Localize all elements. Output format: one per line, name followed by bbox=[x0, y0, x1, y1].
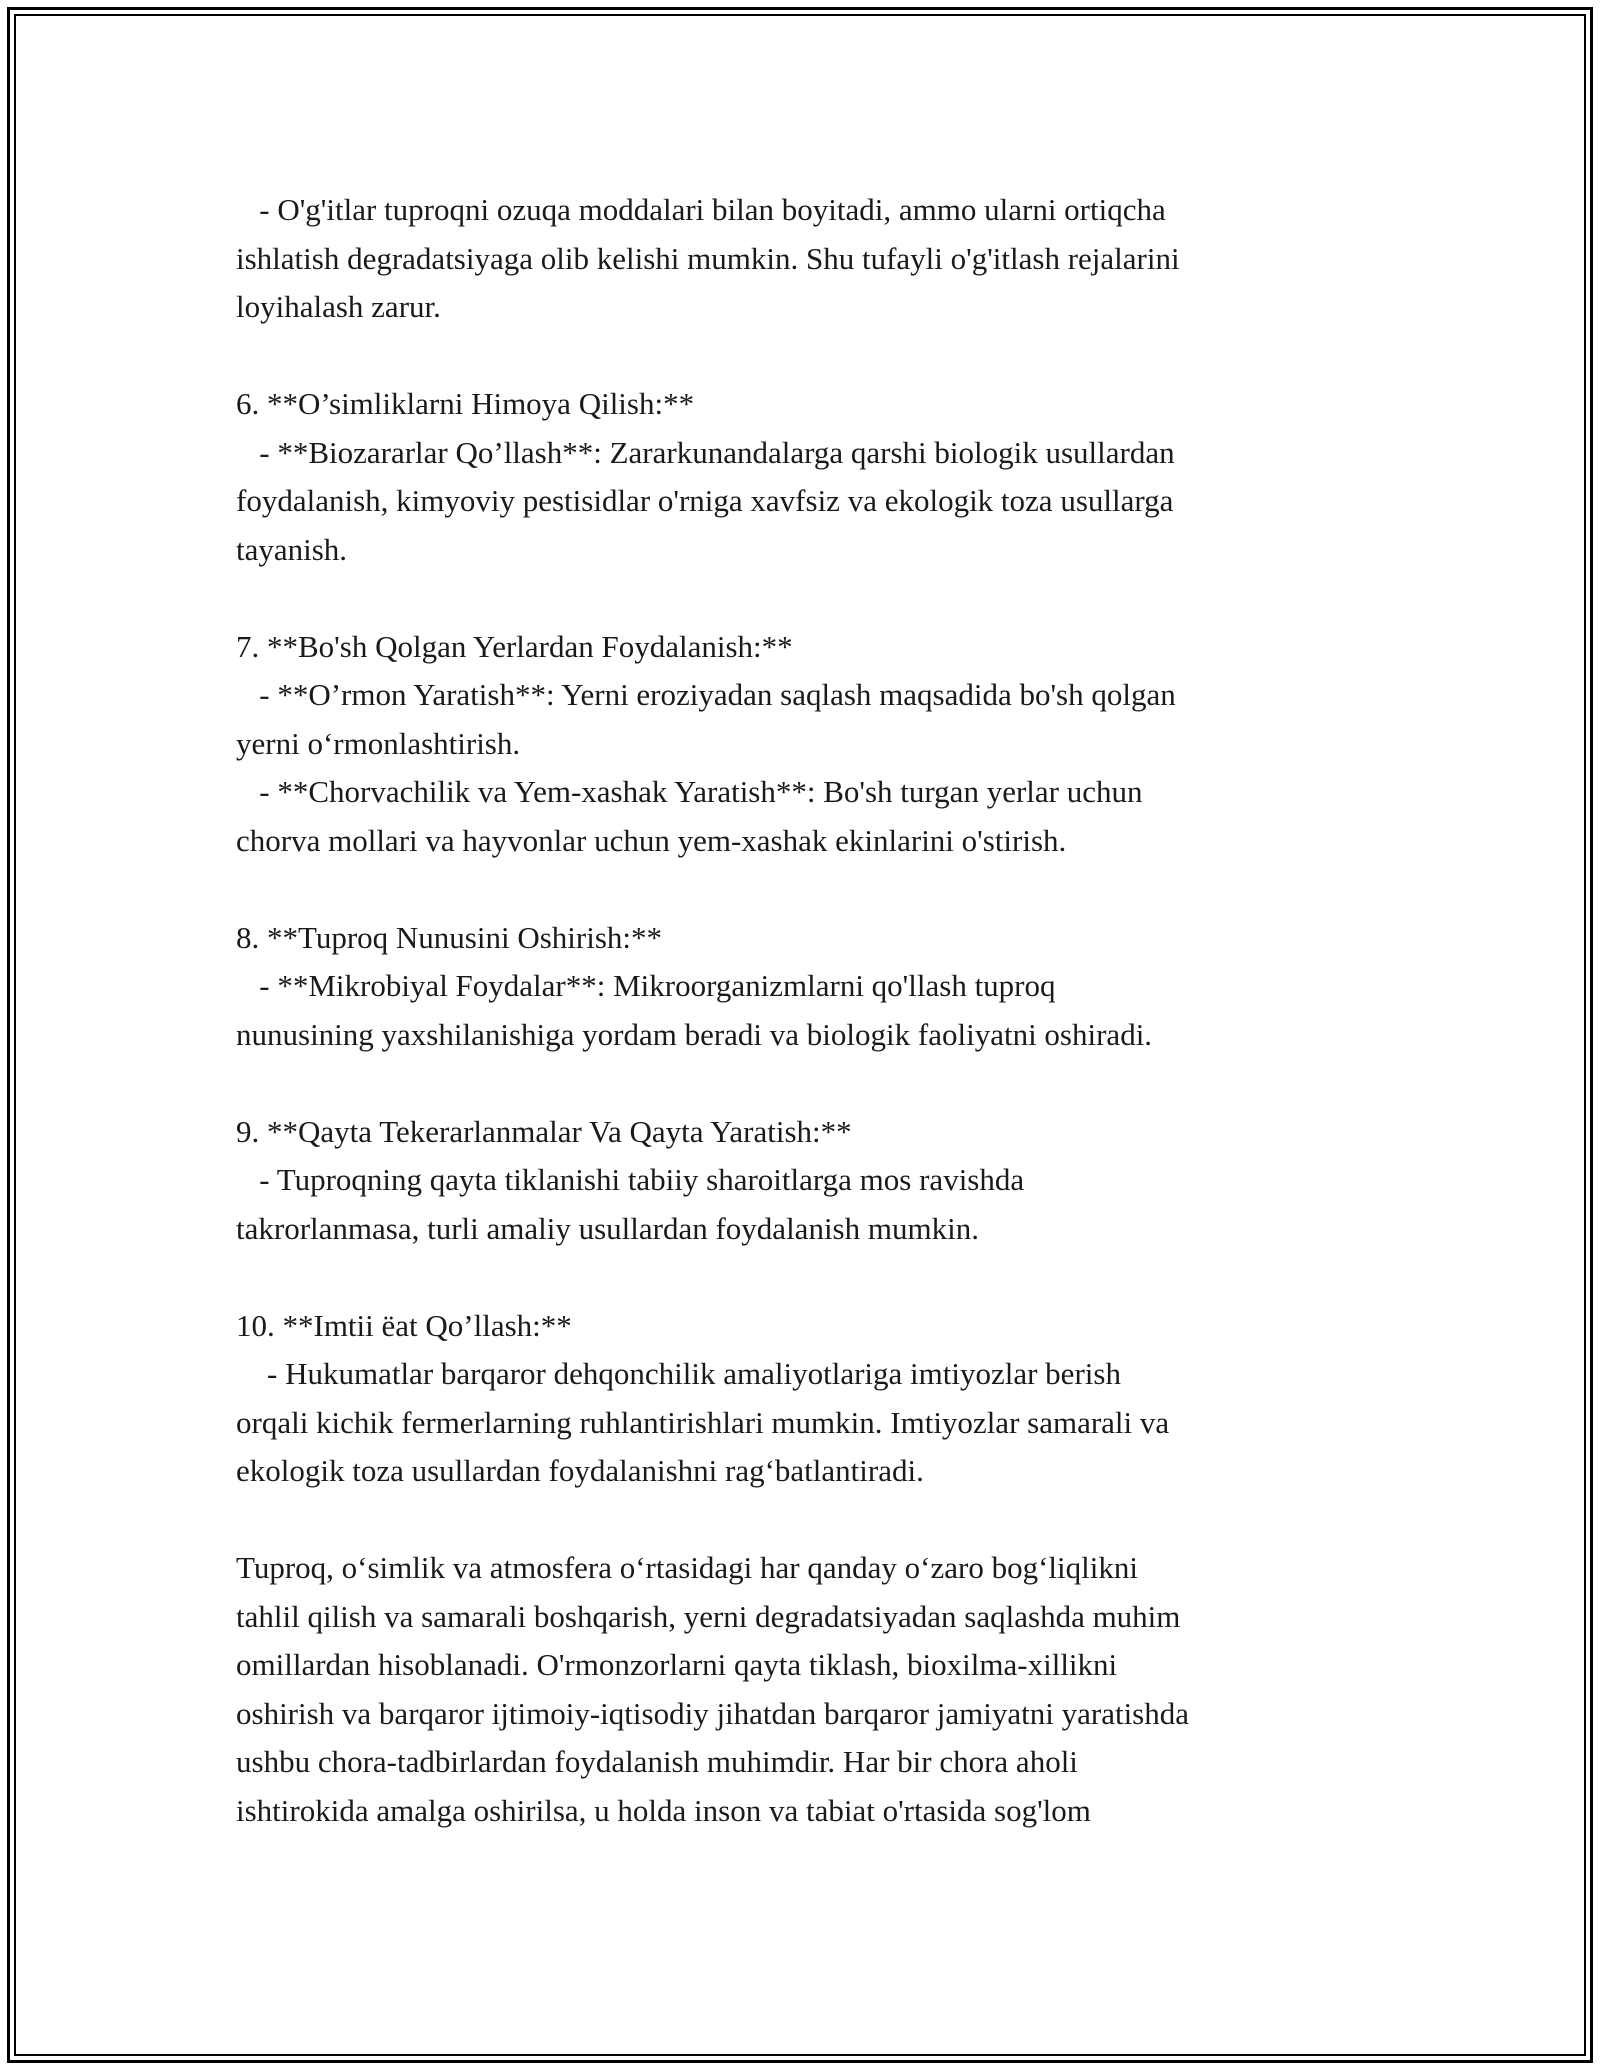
text-line: takrorlanmasa, turli amaliy usullardan foydalanish mumkin. bbox=[236, 1210, 979, 1246]
text-line: oshirish va barqaror ijtimoiy-iqtisodiy jihatdan barqaror jamiyatni yaratishda bbox=[236, 1695, 1190, 1731]
paragraph-spacer bbox=[236, 574, 1376, 623]
section-10 bbox=[236, 1302, 1376, 1496]
text-line: - O'g'itlar tuproqni ozuqa moddalari bilan boyitadi, ammo ularni ortiqcha bbox=[236, 192, 1166, 227]
document-body bbox=[236, 186, 1376, 1835]
paragraph-spacer bbox=[236, 865, 1376, 914]
paragraph-spacer bbox=[236, 1496, 1376, 1545]
section-heading: 10. **Imtii ëat Qo’llash:** bbox=[236, 1307, 572, 1343]
section-7 bbox=[236, 623, 1376, 866]
text-line: ekologik toza usullardan foydalanishni rag‘batlantiradi. bbox=[236, 1453, 924, 1488]
text-line: omillardan hisoblanadi. O'rmonzorlarni qayta tiklash, bioxilma-xillikni bbox=[236, 1647, 1118, 1682]
text-line: ishlatish degradatsiyaga olib kelishi mumkin. Shu tufayli o'g'itlash rejalarini bbox=[236, 240, 1180, 276]
text-line: ishtirokida amalga oshirilsa, u holda inson va tabiat o'rtasida sog'lom bbox=[236, 1792, 1091, 1828]
section-heading: 9. **Qayta Tekerarlanmalar Va Qayta Yaratish:** bbox=[236, 1113, 852, 1149]
section-9 bbox=[236, 1108, 1376, 1254]
paragraph-spacer bbox=[236, 1059, 1376, 1108]
text-line: yerni o‘rmonlashtirish. bbox=[236, 725, 521, 761]
section-heading: 7. **Bo'sh Qolgan Yerlardan Foydalanish:** bbox=[236, 628, 793, 664]
paragraph-spacer bbox=[236, 1253, 1376, 1302]
text-line: chorva mollari va hayvonlar uchun yem-xashak ekinlarini o'stirish. bbox=[236, 822, 1067, 858]
section-heading: 8. **Tuproq Nunusini Oshirish:** bbox=[236, 919, 663, 955]
text-line: loyihalash zarur. bbox=[236, 289, 441, 324]
text-line: - Tuproqning qayta tiklanishi tabiiy sharoitlarga mos ravishda bbox=[236, 1162, 1025, 1197]
section-8 bbox=[236, 914, 1376, 1060]
text-line: - **Mikrobiyal Foydalar**: Mikroorganizmlarni qo'llash tuproq bbox=[236, 968, 1056, 1003]
text-line: nunusining yaxshilanishiga yordam beradi va biologik faoliyatni oshiradi. bbox=[236, 1016, 1153, 1052]
text-line: - **Biozararlar Qo’llash**: Zararkunandalarga qarshi biologik usullardan bbox=[236, 434, 1175, 470]
text-line: - **O’rmon Yaratish**: Yerni eroziyadan saqlash maqsadida bo'sh qolgan bbox=[236, 677, 1176, 712]
section-6 bbox=[236, 380, 1376, 574]
text-line: - **Chorvachilik va Yem-xashak Yaratish**: Bo'sh turgan yerlar uchun bbox=[236, 774, 1143, 809]
text-line: orqali kichik fermerlarning ruhlantirishlari mumkin. Imtiyozlar samarali va bbox=[236, 1404, 1170, 1440]
text-line: tahlil qilish va samarali boshqarish, yerni degradatsiyadan saqlashda muhim bbox=[236, 1598, 1181, 1634]
text-line: - Hukumatlar barqaror dehqonchilik amaliyotlariga imtiyozlar berish bbox=[236, 1356, 1121, 1391]
paragraph-spacer bbox=[236, 332, 1376, 381]
paragraph-conclusion bbox=[236, 1544, 1376, 1835]
paragraph-fertilizers bbox=[236, 186, 1376, 332]
text-line: Tuproq, o‘simlik va atmosfera o‘rtasidagi har qanday o‘zaro bog‘liqlikni bbox=[236, 1550, 1138, 1585]
section-heading: 6. **O’simliklarni Himoya Qilish:** bbox=[236, 386, 695, 421]
text-line: foydalanish, kimyoviy pestisidlar o'rniga xavfsiz va ekologik toza usullarga bbox=[236, 483, 1174, 518]
text-line: ushbu chora-tadbirlardan foydalanish muhimdir. Har bir chora aholi bbox=[236, 1744, 1078, 1779]
text-line: tayanish. bbox=[236, 531, 348, 567]
